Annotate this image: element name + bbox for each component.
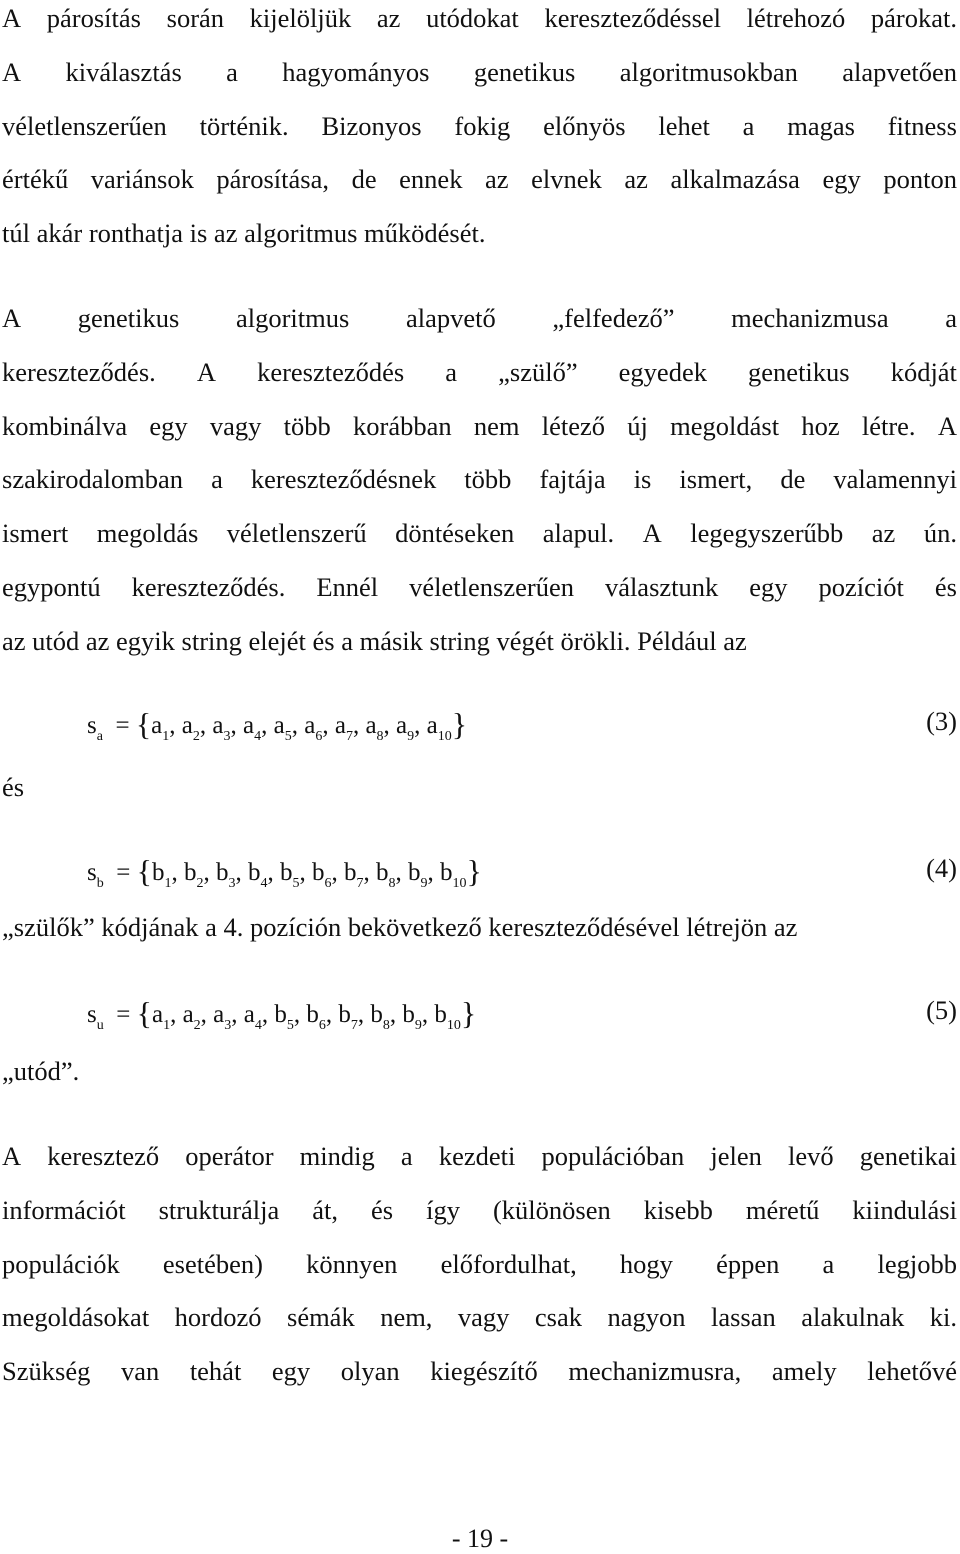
paragraph2-line: egypontú kereszteződés. Ennél véletlenszerűen választunk egy pozíciót és — [2, 571, 957, 602]
equation5-term: $b_5$ — [274, 1001, 294, 1033]
paragraph2-line: szakirodalomban a kereszteződésnek több fajtája is ismert, de valamennyi — [2, 464, 957, 495]
paragraph1-line: A kiválasztás a hagyományos genetikus algoritmusokban alapvetően — [2, 56, 957, 87]
equation4-term: $b_5$ — [279, 859, 300, 891]
equation-5-formula: $s_u = \{a_1$, $a_2$, $a_3$, $a_4$, $b_5$, $b_6$, $b_7$, $b_8$, $b_9$, $b_{10}$} — [87, 995, 477, 1033]
connector-es: és — [2, 772, 25, 802]
equation5-term: $a_3$ — [213, 1001, 232, 1033]
equation-3-formula: $s_a = \{a_1$, $a_2$, $a_3$, $a_4$, $a_5$, $a_6$, $a_7$, $a_8$, $a_9$, $a_{10}$} — [87, 706, 468, 744]
equation4-term: $b_6$ — [311, 859, 332, 891]
equation3-term: $a_6$ — [304, 712, 323, 744]
paragraph3-line: Szükség van tehát egy olyan kiegészítő mechanizmusra, amely lehetővé — [2, 1356, 957, 1387]
equation4-term: $b_2$ — [183, 859, 204, 891]
equation5-term: $b_9$ — [402, 1001, 422, 1033]
paragraph-1 — [2, 0, 957, 261]
equation3-term: $a_8$ — [365, 712, 384, 744]
equation5-lhs: $s_u$ — [87, 1001, 104, 1033]
equation4-term: $b_3$ — [215, 859, 236, 891]
equation3-term: $a_5$ — [273, 712, 292, 744]
equation3-term: $a_7$ — [334, 712, 353, 744]
equation-4-number: (4) — [926, 853, 957, 883]
equation3-term: $a_{10}$ — [426, 712, 452, 744]
equation-4-formula: $s_b = \{b_1$, $b_2$, $b_3$, $b_4$, $b_5$, $b_6$, $b_7$, $b_8$, $b_9$, $b_{10}$} — [87, 853, 482, 891]
equation4-term: $b_1$ — [151, 859, 172, 891]
equation-3 — [0, 706, 960, 766]
paragraph3-line: populációk esetében) könnyen előfordulhat, hogy éppen a legjobb — [2, 1248, 957, 1279]
equation3-term: $a_3$ — [212, 712, 231, 744]
equation5-term: $a_1$ — [151, 1001, 171, 1033]
equation4-term: $b_{10}$ — [439, 859, 467, 891]
equation-5-number: (5) — [926, 995, 957, 1025]
paragraph1-line: túl akár ronthatja is az algoritmus működését. — [2, 218, 486, 249]
equation4-term: $b_8$ — [375, 859, 396, 891]
equation3-term: $a_4$ — [243, 712, 262, 744]
paragraph2-line: kereszteződés. A kereszteződés a „szülő” egyedek genetikus kódját — [2, 356, 957, 387]
equation5-term: $b_6$ — [306, 1001, 326, 1033]
paragraph2-line: az utód az egyik string elejét és a másik string végét örökli. Például az — [2, 625, 747, 656]
paragraph2-line: A genetikus algoritmus alapvető „felfedező” mechanizmusa a — [2, 303, 957, 333]
paragraph2-line: kombinálva egy vagy több korábban nem létező új megoldást hoz létre. A — [2, 410, 957, 441]
equation4-term: $b_9$ — [407, 859, 428, 891]
paragraph2-line: ismert megoldás véletlenszerű döntéseken alapul. A legegyszerűbb az ún. — [2, 518, 957, 549]
equation3-term: $a_1$ — [151, 712, 170, 744]
equation-3-number: (3) — [926, 706, 957, 736]
paragraph1-line: véletlenszerűen történik. Bizonyos fokig előnyös lehet a magas fitness — [2, 110, 957, 141]
paragraph-2 — [2, 292, 957, 669]
equation5-term: $b_{10}$ — [434, 1001, 461, 1033]
equation3-term: $a_9$ — [396, 712, 415, 744]
equation4-term: $b_7$ — [343, 859, 364, 891]
equation4-term: $b_4$ — [247, 859, 268, 891]
equation4-lhs: $s_b$ — [87, 859, 104, 891]
page-number: - 19 - — [451, 1524, 509, 1553]
equation3-term: $a_2$ — [181, 712, 200, 744]
equation3-lhs: $s_a$ — [87, 712, 103, 744]
equation-4 — [0, 853, 960, 913]
equation5-term: $a_4$ — [243, 1001, 262, 1033]
equation5-term: $b_7$ — [338, 1001, 358, 1033]
equation-5 — [0, 995, 960, 1055]
equation5-term: $b_8$ — [370, 1001, 390, 1033]
paragraph3-line: információt strukturálja át, és így (különösen kisebb méretű kiindulási — [2, 1194, 957, 1225]
paragraph1-line: A párosítás során kijelöljük az utódokat kereszteződéssel létrehozó párokat. — [2, 3, 957, 33]
paragraph1-line: értékű variánsok párosítása, de ennek az elvnek az alkalmazása egy ponton — [2, 164, 957, 195]
paragraph-3 — [2, 1130, 957, 1399]
paragraph3-line: A keresztező operátor mindig a kezdeti populációban jelen levő genetikai — [2, 1141, 957, 1171]
connector-szulok: „szülők” kódjának a 4. pozíción bekövetkező kereszteződésével létrejön az — [2, 912, 798, 942]
connector-utod: „utód”. — [2, 1056, 80, 1086]
equation5-term: $a_2$ — [182, 1001, 201, 1033]
paragraph3-line: megoldásokat hordozó sémák nem, vagy csak nagyon lassan alakulnak ki. — [2, 1302, 957, 1333]
